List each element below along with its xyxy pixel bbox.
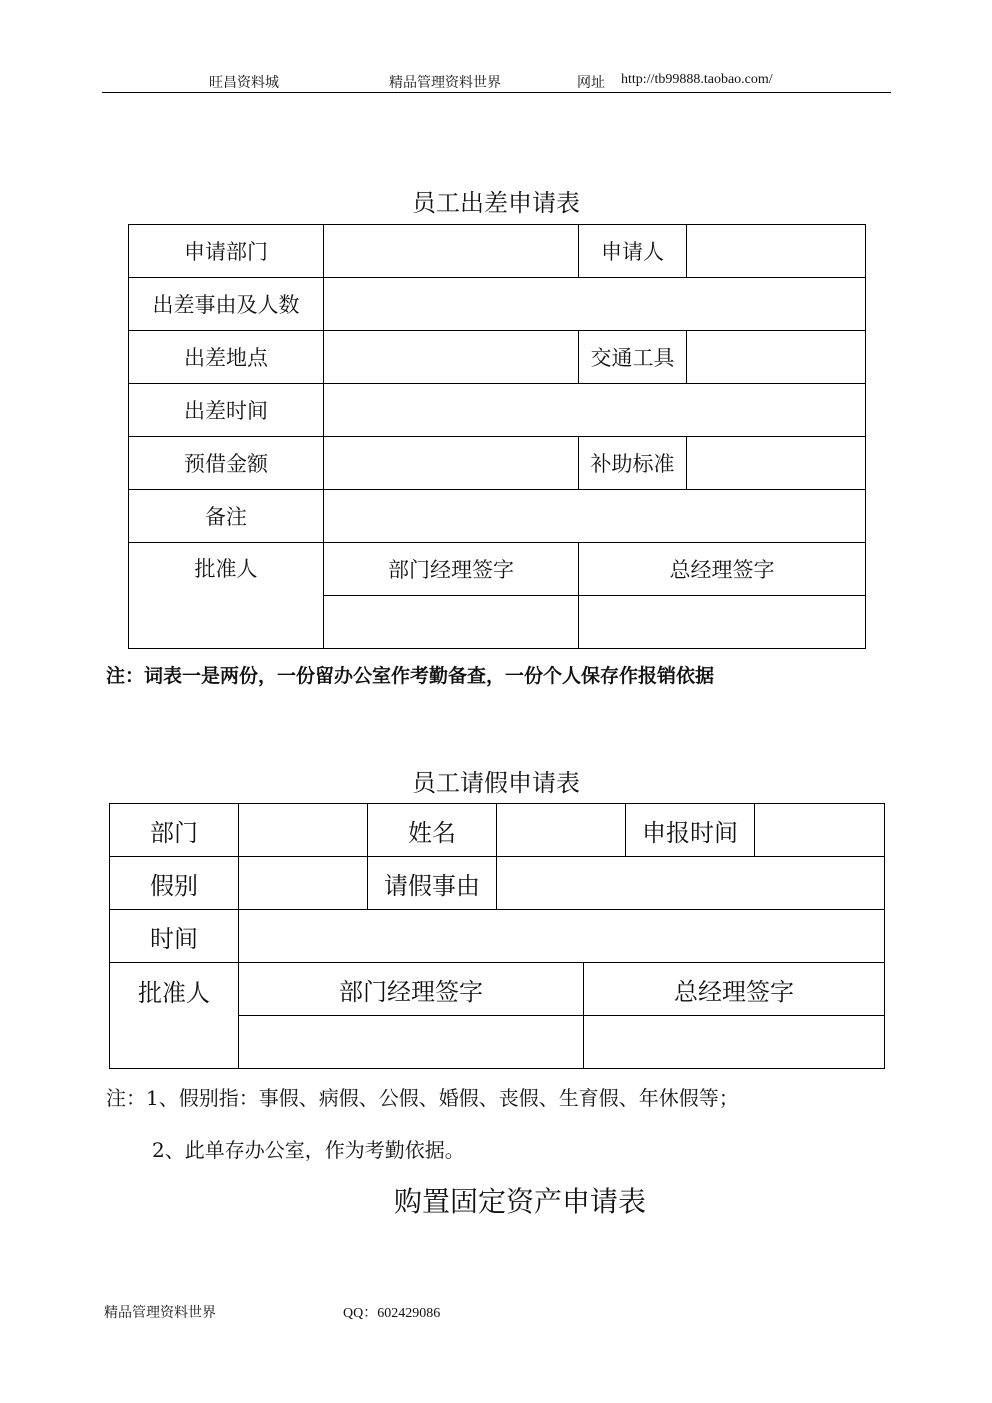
leave-form-title: 员工请假申请表 bbox=[412, 769, 580, 797]
header-divider bbox=[102, 92, 891, 93]
applicant-field[interactable] bbox=[687, 225, 866, 278]
leave-time-label: 时间 bbox=[110, 910, 239, 963]
leave-dept-manager-sign-label: 部门经理签字 bbox=[239, 963, 584, 1016]
dept-field[interactable] bbox=[324, 225, 579, 278]
table-row bbox=[110, 804, 885, 857]
leave-form-table bbox=[109, 803, 885, 1069]
advance-label: 预借金额 bbox=[129, 437, 324, 490]
asset-form-title: 购置固定资产申请表 bbox=[393, 1185, 646, 1218]
table-row bbox=[129, 225, 866, 278]
table-row bbox=[129, 331, 866, 384]
transport-label: 交通工具 bbox=[579, 331, 687, 384]
reason-label: 出差事由及人数 bbox=[129, 278, 324, 331]
leave-reason-label: 请假事由 bbox=[368, 857, 497, 910]
trip-form-table bbox=[128, 224, 866, 649]
advance-field[interactable] bbox=[324, 437, 579, 490]
table-row bbox=[129, 384, 866, 437]
gm-sign-label: 总经理签字 bbox=[579, 543, 866, 596]
place-field[interactable] bbox=[324, 331, 579, 384]
table-row bbox=[129, 437, 866, 490]
table-row bbox=[110, 963, 885, 1016]
trip-form-title: 员工出差申请表 bbox=[412, 189, 580, 217]
dept-label: 申请部门 bbox=[129, 225, 324, 278]
table-row bbox=[110, 910, 885, 963]
table-row bbox=[129, 543, 866, 596]
footer-slogan: 精品管理资料世界 bbox=[104, 1306, 216, 1321]
gm-sign-field[interactable] bbox=[579, 596, 866, 649]
allowance-label: 补助标准 bbox=[579, 437, 687, 490]
header-slogan: 精品管理资料世界 bbox=[389, 76, 501, 91]
report-time-field[interactable] bbox=[755, 804, 885, 857]
header-url-link[interactable]: http://tb99888.taobao.com/ bbox=[621, 72, 773, 87]
dept-manager-sign-label: 部门经理签字 bbox=[324, 543, 579, 596]
reason-field[interactable] bbox=[324, 278, 866, 331]
footer-qq: QQ：602429086 bbox=[343, 1306, 441, 1321]
leave-dept-label: 部门 bbox=[110, 804, 239, 857]
leave-reason-field[interactable] bbox=[497, 857, 885, 910]
leave-time-field[interactable] bbox=[239, 910, 885, 963]
report-time-label: 申报时间 bbox=[626, 804, 755, 857]
leave-form-note-1: 注：1、假别指：事假、病假、公假、婚假、丧假、生育假、年休假等； bbox=[106, 1086, 739, 1110]
remark-field[interactable] bbox=[324, 490, 866, 543]
trip-time-label: 出差时间 bbox=[129, 384, 324, 437]
leave-dept-field[interactable] bbox=[239, 804, 368, 857]
place-label: 出差地点 bbox=[129, 331, 324, 384]
leave-type-label: 假别 bbox=[110, 857, 239, 910]
table-row bbox=[129, 278, 866, 331]
table-row bbox=[129, 490, 866, 543]
leave-dept-manager-sign-field[interactable] bbox=[239, 1016, 584, 1069]
leave-approver-label: 批准人 bbox=[110, 963, 239, 1069]
name-label: 姓名 bbox=[368, 804, 497, 857]
name-field[interactable] bbox=[497, 804, 626, 857]
leave-type-field[interactable] bbox=[239, 857, 368, 910]
dept-manager-sign-field[interactable] bbox=[324, 596, 579, 649]
leave-form-note-2: 2、此单存办公室，作为考勤依据。 bbox=[152, 1138, 465, 1162]
trip-form-note: 注：词表一是两份，一份留办公室作考勤备查，一份个人保存作报销依据 bbox=[106, 665, 715, 687]
trip-time-field[interactable] bbox=[324, 384, 866, 437]
header-url-label: 网址 bbox=[577, 76, 605, 91]
leave-gm-sign-label: 总经理签字 bbox=[584, 963, 885, 1016]
leave-gm-sign-field[interactable] bbox=[584, 1016, 885, 1069]
applicant-label: 申请人 bbox=[579, 225, 687, 278]
table-row bbox=[110, 857, 885, 910]
transport-field[interactable] bbox=[687, 331, 866, 384]
approver-label: 批准人 bbox=[129, 543, 324, 649]
allowance-field[interactable] bbox=[687, 437, 866, 490]
header-site-name: 旺昌资料城 bbox=[209, 76, 279, 91]
remark-label: 备注 bbox=[129, 490, 324, 543]
